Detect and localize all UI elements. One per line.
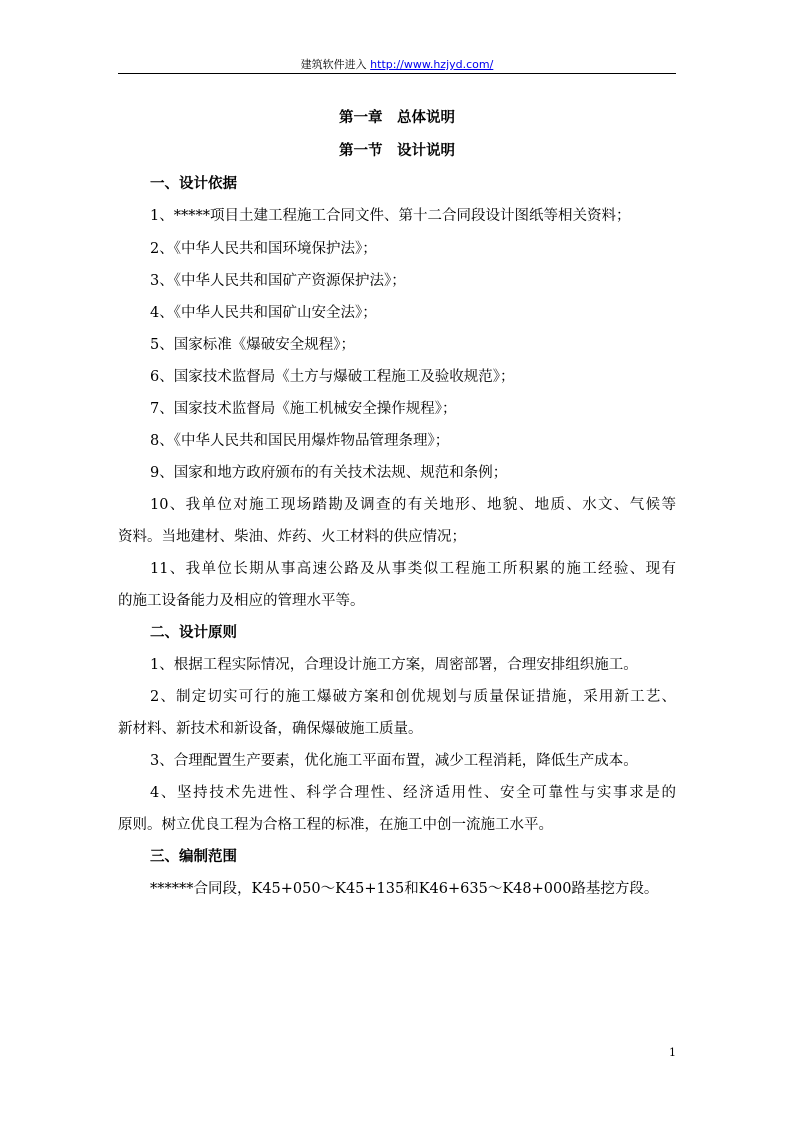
scope-text: ******合同段，K45+050～K45+135和K46+635～K48+000路基挖方段。 xyxy=(150,881,659,897)
basis-item-5: 5、国家标准《爆破安全规程》； xyxy=(150,337,355,353)
principle-item-4-line-2: 原则。树立优良工程为合格工程的标准，在施工中创一流施工水平。 xyxy=(118,817,553,833)
principle-item-1: 1、根据工程实际情况，合理设计施工方案，周密部署，合理安排组织施工。 xyxy=(150,657,638,673)
basis-item-8: 8、《中华人民共和国民用爆炸物品管理条理》； xyxy=(150,433,450,449)
page-number: 1 xyxy=(669,1046,676,1059)
basis-item-11-line-1: 11、我单位长期从事高速公路及从事类似工程施工所积累的施工经验、现有 xyxy=(150,561,676,577)
principle-item-2-line-1: 2、制定切实可行的施工爆破方案和创优规划与质量保证措施，采用新工艺、 xyxy=(150,689,676,705)
heading-design-basis: 一、设计依据 xyxy=(150,175,237,192)
chapter-title: 第一章 总体说明 xyxy=(339,109,455,126)
basis-item-4: 4、《中华人民共和国矿山安全法》； xyxy=(150,305,377,321)
basis-item-7: 7、国家技术监督局《施工机械安全操作规程》； xyxy=(150,401,457,417)
header-link[interactable]: http://www.hzjyd.com/ xyxy=(370,58,494,71)
basis-item-9: 9、国家和地方政府颁布的有关技术法规、规范和条例； xyxy=(150,465,508,481)
section-title: 第一节 设计说明 xyxy=(339,142,455,159)
basis-item-1: 1、*****项目土建工程施工合同文件、第十二合同段设计图纸等相关资料； xyxy=(150,208,631,224)
principle-item-2-line-2: 新材料、新技术和新设备，确保爆破施工质量。 xyxy=(118,721,423,737)
basis-item-6: 6、国家技术监督局《土方与爆破工程施工及验收规范》； xyxy=(150,369,515,385)
header-label: 建筑软件进入 xyxy=(300,58,367,71)
basis-item-3: 3、《中华人民共和国矿产资源保护法》； xyxy=(150,273,406,289)
principle-item-4-line-1: 4、坚持技术先进性、科学合理性、经济适用性、安全可靠性与实事求是的 xyxy=(150,785,676,801)
heading-compilation-scope: 三、编制范围 xyxy=(150,848,237,865)
page-header xyxy=(118,56,676,72)
basis-item-11-line-2: 的施工设备能力及相应的管理水平等。 xyxy=(118,593,365,609)
basis-item-2: 2、《中华人民共和国环境保护法》； xyxy=(150,241,377,257)
principle-item-3: 3、合理配置生产要素，优化施工平面布置，减少工程消耗，降低生产成本。 xyxy=(150,753,638,769)
header-divider xyxy=(118,73,676,74)
heading-design-principles: 二、设计原则 xyxy=(150,624,237,641)
basis-item-10-line-2: 资料。当地建材、柴油、炸药、火工材料的供应情况； xyxy=(118,529,466,545)
basis-item-10-line-1: 10、我单位对施工现场踏勘及调查的有关地形、地貌、地质、水文、气候等 xyxy=(150,497,676,513)
